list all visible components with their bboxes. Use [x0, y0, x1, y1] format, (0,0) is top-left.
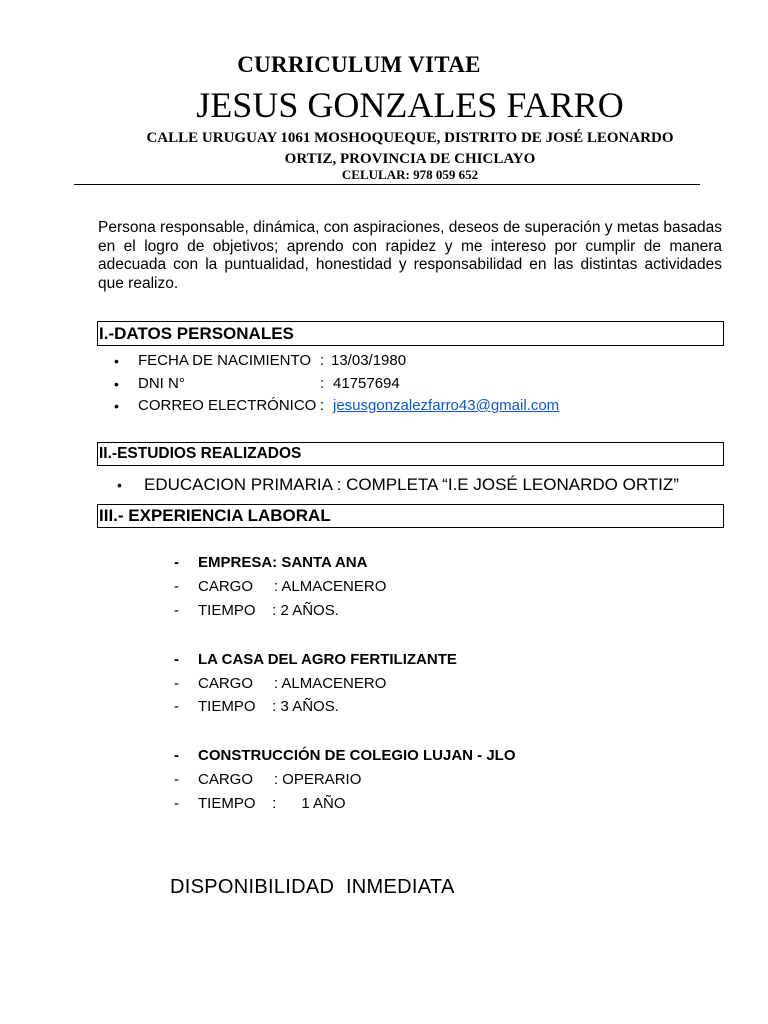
phone: CELULAR: 978 059 652 [341, 167, 479, 182]
address-line-2: ORTIZ, PROVINCIA DE CHICLAYO [284, 151, 536, 167]
availability-statement: DISPONIBILIDAD INMEDIATA [170, 876, 455, 898]
dash-marker: - [174, 771, 179, 788]
job-duration: TIEMPO : 3 AÑOS. [198, 698, 339, 715]
address [100, 128, 720, 170]
bullet-point: • [114, 353, 119, 369]
dash-marker: - [174, 675, 179, 692]
job-company: CONSTRUCCIÓN DE COLEGIO LUJAN - JLO [198, 747, 516, 764]
profile-summary: Persona responsable, dinámica, con aspiraciones, deseos de superación y metas basadas en el logro de objetivos; aprendo con rapidez y me intereso por cumplir de manera adecuada con la puntualidad, honestidad y responsabilidad en las distintas actividades que realizo. [98, 219, 722, 293]
header-divider [74, 184, 700, 185]
education-item: EDUCACION PRIMARIA : COMPLETA “I.E JOSÉ LEONARDO ORTIZ” [144, 475, 679, 494]
dni-label: DNI N° [138, 375, 185, 392]
birthdate-value: 13/03/1980 [331, 352, 407, 369]
candidate-name: JESUS GONZALES FARRO [196, 85, 624, 125]
section-heading-estudios: II.-ESTUDIOS REALIZADOS [97, 442, 724, 466]
dni-separator: : [320, 375, 325, 392]
birthdate-label: FECHA DE NACIMIENTO [138, 352, 312, 369]
job-company: EMPRESA: SANTA ANA [198, 554, 368, 571]
email-label: CORREO ELECTRÓNICO [138, 397, 317, 414]
job-position: CARGO : ALMACENERO [198, 578, 387, 595]
bullet-point: • [114, 376, 119, 392]
section-heading-experiencia: III.- EXPERIENCIA LABORAL [97, 504, 724, 528]
email-separator: : [320, 397, 325, 414]
section-heading-datos-personales: I.-DATOS PERSONALES [97, 321, 724, 346]
bullet-point: • [114, 398, 119, 414]
dni-value: 41757694 [333, 375, 400, 392]
dash-marker: - [174, 795, 179, 812]
bullet-point: • [117, 477, 122, 493]
job-position: CARGO : ALMACENERO [198, 675, 387, 692]
job-duration: TIEMPO : 1 AÑO [198, 795, 346, 812]
dash-marker: - [174, 554, 179, 571]
document-title: CURRICULUM VITAE [237, 52, 481, 77]
address-line-1: CALLE URUGUAY 1061 MOSHOQUEQUE, DISTRITO DE JOSÉ LEONARDO [146, 130, 674, 146]
dash-marker: - [174, 602, 179, 619]
dash-marker: - [174, 698, 179, 715]
email-link[interactable]: jesusgonzalezfarro43@gmail.com [333, 397, 560, 414]
birthdate-separator: : [320, 352, 325, 369]
dash-marker: - [174, 747, 179, 764]
dash-marker: - [174, 578, 179, 595]
job-company: LA CASA DEL AGRO FERTILIZANTE [198, 651, 457, 668]
job-position: CARGO : OPERARIO [198, 771, 362, 788]
job-duration: TIEMPO : 2 AÑOS. [198, 602, 339, 619]
dash-marker: - [174, 651, 179, 668]
